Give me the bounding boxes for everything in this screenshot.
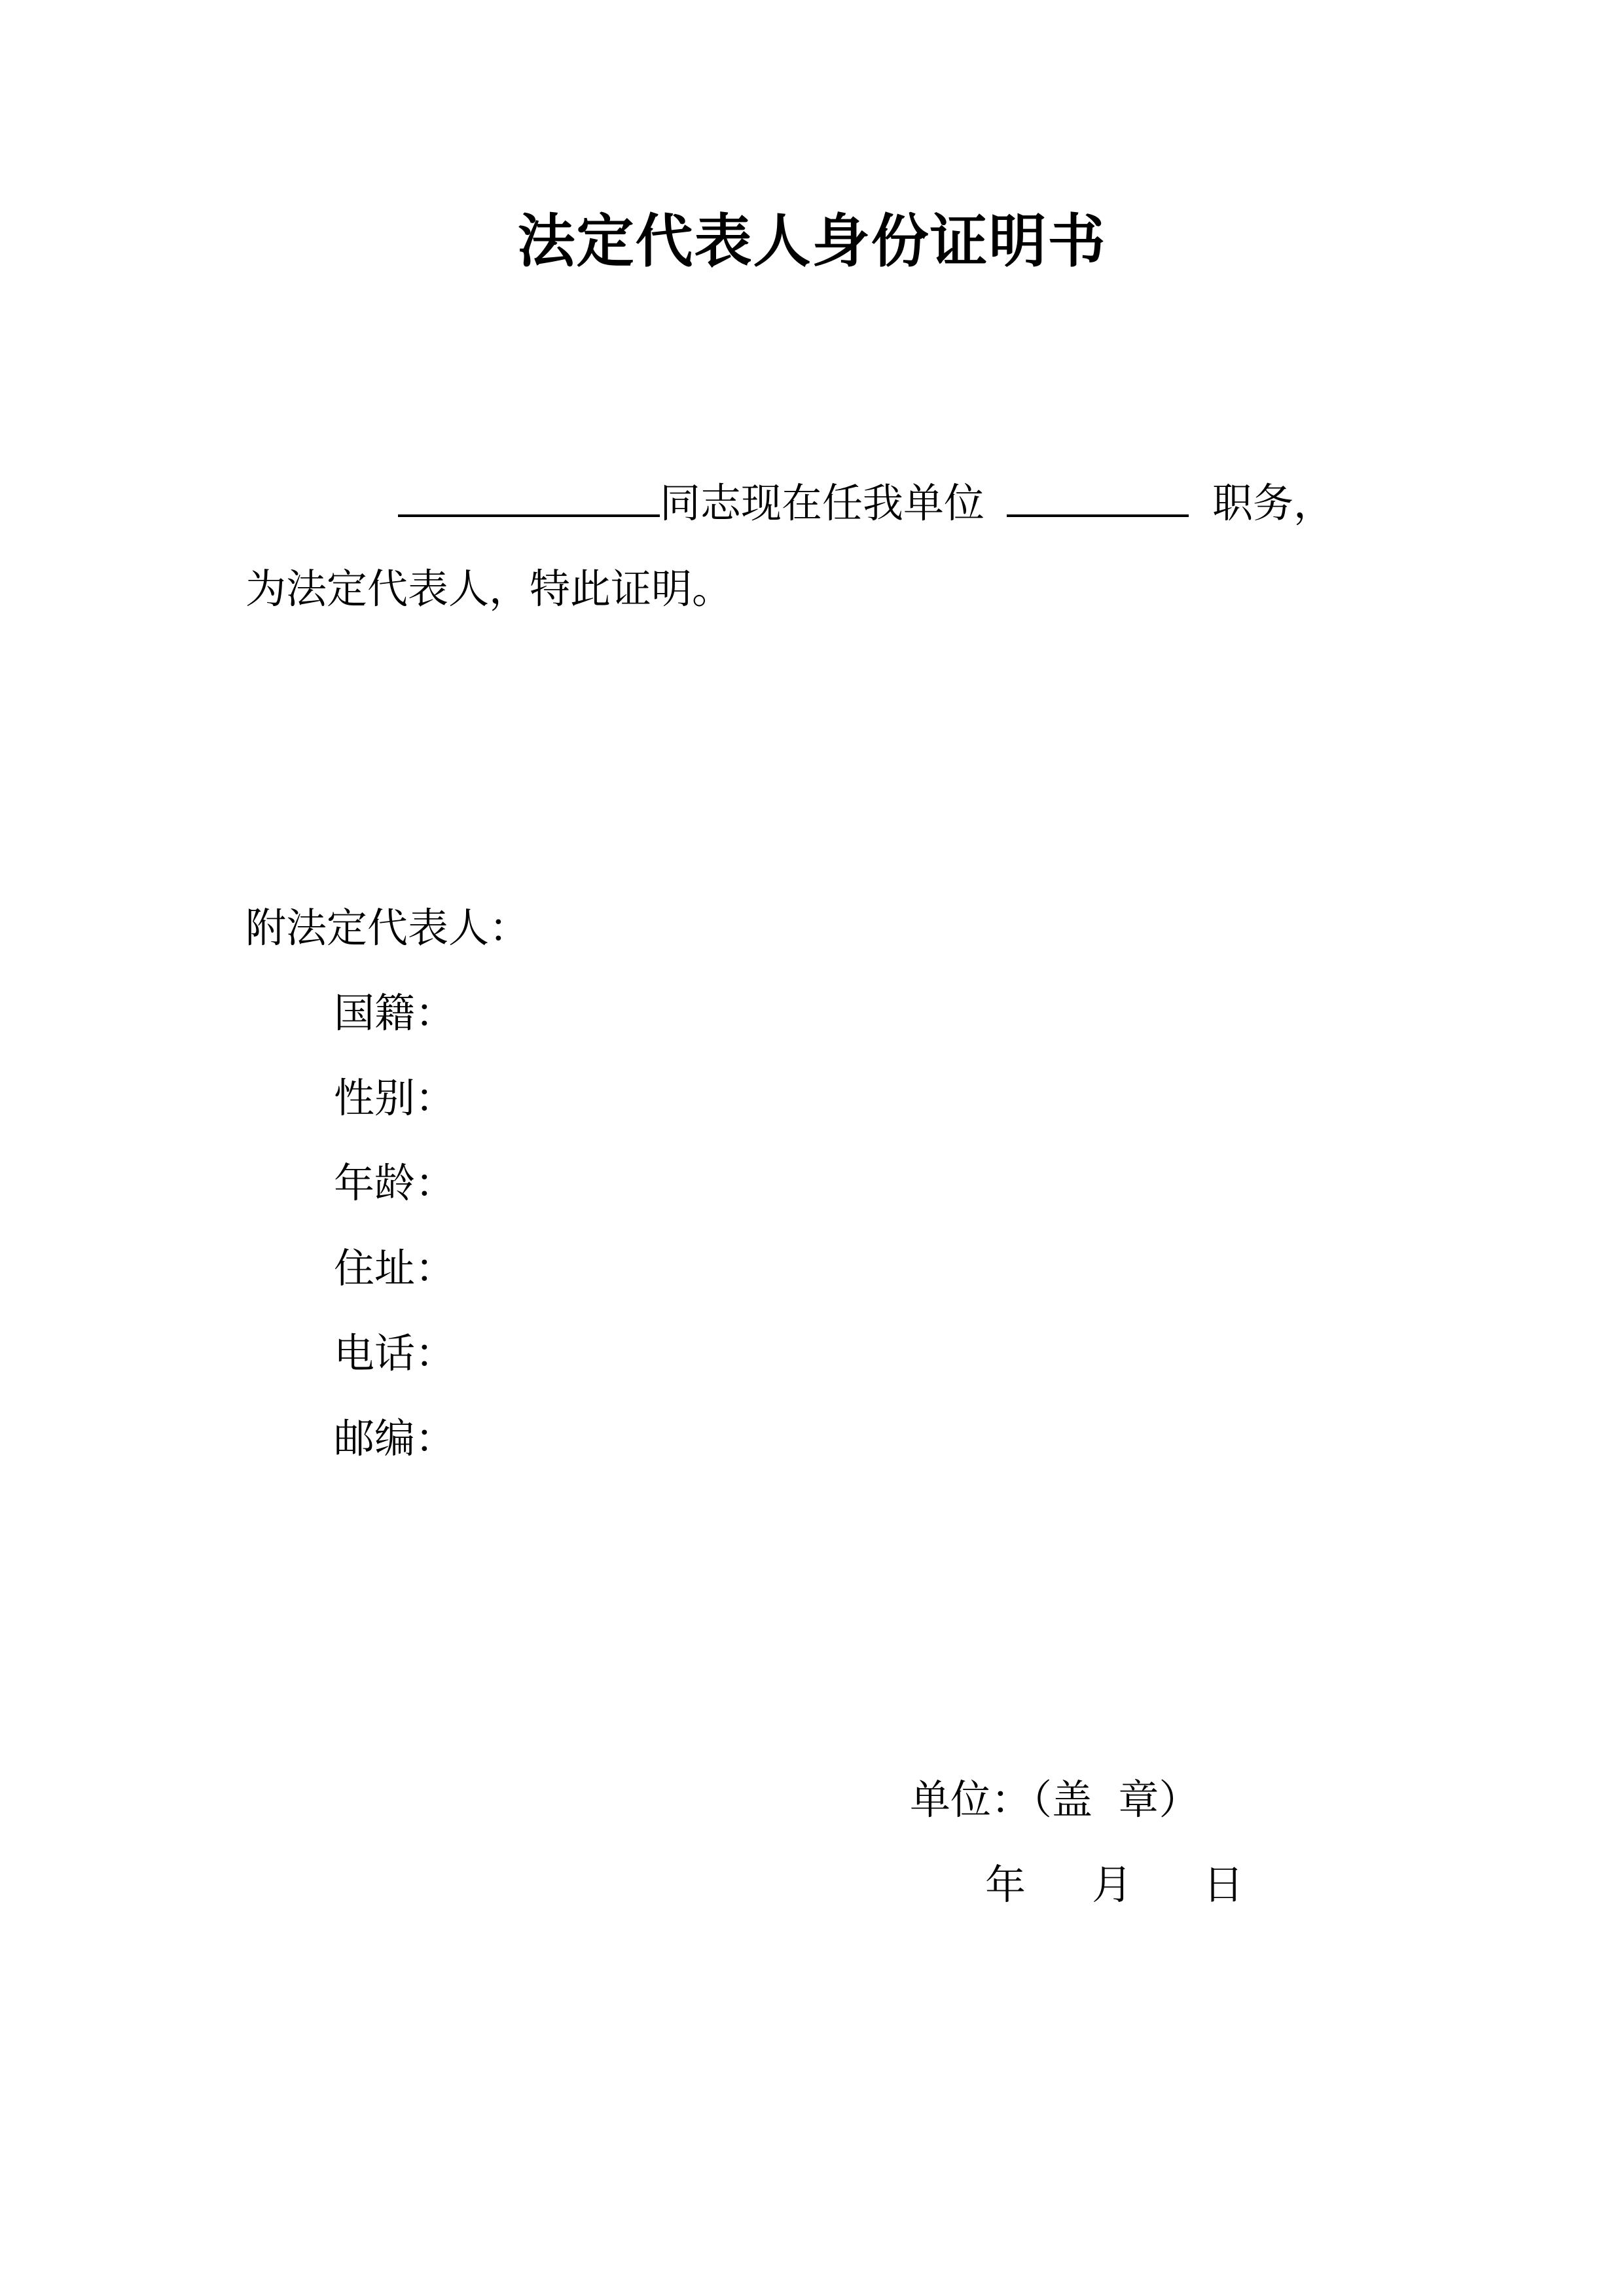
duty-blank[interactable]: [1007, 476, 1189, 517]
field-age: 年龄：: [334, 1159, 456, 1207]
document-title: 法定代表人身份证明书: [517, 207, 1107, 275]
statement-part-3: 为法定代表人，特此证明。: [245, 565, 733, 613]
field-postcode: 邮编：: [334, 1414, 456, 1462]
date-year-label: 年: [985, 1861, 1026, 1909]
name-blank[interactable]: [398, 476, 660, 517]
field-address: 住址：: [334, 1244, 456, 1292]
date-day-label: 日: [1203, 1861, 1244, 1909]
field-nationality: 国籍：: [334, 989, 456, 1037]
field-gender: 性别：: [334, 1074, 456, 1122]
statement-line-1: [398, 476, 1334, 529]
field-phone: 电话：: [334, 1329, 456, 1377]
statement-part-2: 职务，: [1212, 479, 1335, 527]
statement-part-1: 同志现在任我单位: [660, 479, 985, 527]
unit-seal-label: 单位：（盖 章）: [910, 1776, 1200, 1823]
attachment-heading: 附法定代表人：: [245, 904, 530, 952]
date-month-label: 月: [1092, 1861, 1133, 1909]
